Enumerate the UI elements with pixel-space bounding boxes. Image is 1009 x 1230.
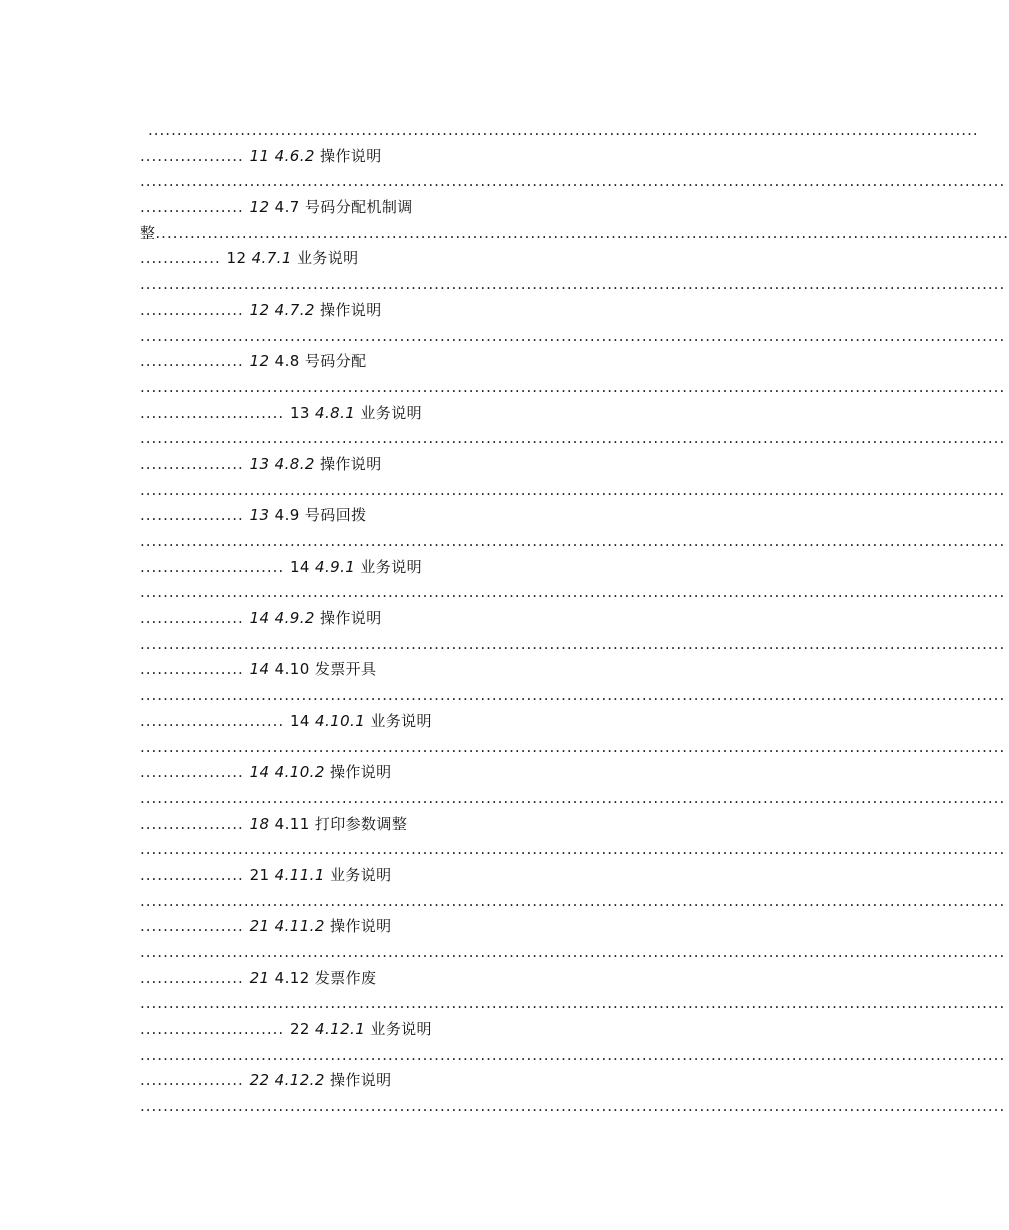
toc-entry[interactable] <box>140 401 808 427</box>
toc-section-number: 4.10.2 <box>274 763 325 782</box>
toc-leader-dots: ...................................................................................................................................................... <box>140 532 1006 550</box>
toc-leader-dots: ...................................................................................................................................................... <box>140 583 1006 602</box>
toc-leader-dots: .................. <box>140 763 250 782</box>
toc-entry[interactable] <box>140 812 808 838</box>
table-of-contents <box>140 118 1009 1120</box>
toc-leader-dots: ...................................................................................................................................................... <box>140 788 1006 807</box>
toc-leader-dots: .................. <box>140 865 250 884</box>
toc-leader-dots: .................. <box>140 968 250 987</box>
toc-page-number: 12 <box>226 249 247 268</box>
toc-section-title: 发票开具 <box>314 660 377 679</box>
toc-leader-line <box>140 991 1006 1017</box>
toc-leader-dots: .................. <box>140 660 250 679</box>
toc-section-title: 操作说明 <box>320 146 382 165</box>
toc-leader-line <box>140 478 1006 504</box>
toc-page-number: 14 <box>249 660 270 679</box>
toc-entry[interactable] <box>140 298 808 324</box>
toc-section-title: 操作说明 <box>329 917 392 936</box>
toc-entry[interactable] <box>140 863 808 889</box>
toc-entry[interactable] <box>140 195 808 221</box>
toc-leader-dots: .............. <box>140 249 227 268</box>
toc-entry[interactable] <box>140 452 808 478</box>
toc-section-number: 4.12 <box>274 968 310 987</box>
toc-entry[interactable] <box>140 709 808 735</box>
toc-section-title: 号码分配 <box>304 352 367 371</box>
toc-leader-dots: .................. <box>140 300 250 319</box>
toc-leader-line <box>140 683 1006 709</box>
toc-section-number: 4.8.1 <box>315 403 356 422</box>
toc-leader-dots: ...................................................................................................................................................... <box>140 172 1006 191</box>
toc-section-title: 业务说明 <box>370 711 432 730</box>
toc-leader-dots: .................. <box>140 609 250 628</box>
toc-page-number: 11 <box>249 146 270 165</box>
toc-entry[interactable] <box>140 246 808 272</box>
toc-entry[interactable] <box>140 966 808 992</box>
toc-section-title: 业务说明 <box>296 249 359 268</box>
toc-section-title: 打印参数调整 <box>314 814 408 833</box>
toc-leader-line <box>140 272 1006 298</box>
toc-leader-dots: .................. <box>140 198 250 217</box>
toc-section-number: 4.11 <box>274 814 310 833</box>
toc-page-number: 21 <box>249 968 270 987</box>
toc-leader-line <box>140 375 1006 401</box>
toc-leader-line <box>140 426 1006 452</box>
toc-page-number: 14 <box>249 763 270 782</box>
toc-section-number: 4.12.1 <box>315 1020 366 1039</box>
toc-entry[interactable] <box>140 760 808 786</box>
toc-section-number: 4.9.2 <box>274 609 315 628</box>
toc-leader-dots: ......................... <box>140 711 290 730</box>
toc-leader-dots: ...................................................................................................................................................... <box>140 634 1006 653</box>
toc-page-number: 13 <box>289 403 310 422</box>
toc-leader-dots: .................. <box>140 506 250 525</box>
toc-leader-dots: ...................................................................................................................................................... <box>140 891 1006 910</box>
toc-leader-line <box>140 221 1009 247</box>
toc-section-title: 操作说明 <box>320 609 382 628</box>
toc-entry[interactable] <box>140 657 808 683</box>
toc-leader-dots: ...................................................................................................................................................... <box>140 275 1006 294</box>
toc-section-title: 业务说明 <box>370 1020 432 1039</box>
toc-leader-line <box>140 529 1006 555</box>
toc-leader-line <box>140 735 1006 761</box>
toc-section-number: 4.8.2 <box>274 454 315 473</box>
toc-leader-line <box>140 837 1006 863</box>
toc-leader-dots: ...................................................................................................................................................... <box>140 1045 1006 1064</box>
toc-section-number: 4.7.2 <box>274 300 315 319</box>
toc-page-number: 12 <box>249 300 270 319</box>
toc-page-number: 13 <box>249 454 270 473</box>
toc-section-title: 业务说明 <box>360 557 422 576</box>
toc-section-title: 号码回拨 <box>304 506 367 525</box>
toc-leader-line <box>140 786 1006 812</box>
toc-leader-line <box>140 324 1006 350</box>
toc-section-title: 操作说明 <box>329 1071 392 1090</box>
toc-leader-dots: ...................................................................................................................................................... <box>140 994 1006 1013</box>
toc-leader-line <box>140 889 1006 915</box>
toc-entry[interactable] <box>140 503 808 529</box>
toc-page-number: 13 <box>249 506 270 525</box>
toc-leader-dots: ...................................................................................................................................................... <box>140 686 1006 705</box>
toc-leader-dots: ...................................................................................................................................................... <box>140 1097 1006 1116</box>
toc-page-number: 14 <box>289 557 310 576</box>
toc-leader-dots: .................. <box>140 454 250 473</box>
toc-section-number: 4.9.1 <box>315 557 356 576</box>
toc-section-number: 4.10 <box>274 660 310 679</box>
toc-section-title: 发票作废 <box>314 968 377 987</box>
toc-section-number: 4.7 <box>274 198 300 217</box>
toc-leader-dots: .................. <box>140 1071 250 1090</box>
toc-leader-dots: ................................................................................................................................................ <box>148 121 979 139</box>
toc-leader-dots: .................. <box>140 146 250 165</box>
toc-entry[interactable] <box>140 144 808 170</box>
toc-section-number: 4.12.2 <box>274 1071 325 1090</box>
toc-leader-dots: ...................................................................................................................................................... <box>140 943 1006 961</box>
toc-section-number: 4.9 <box>274 506 300 525</box>
toc-section-number: 4.11.1 <box>274 865 325 884</box>
toc-leader-line <box>140 118 979 144</box>
toc-entry[interactable] <box>140 1017 808 1043</box>
toc-section-number: 4.10.1 <box>315 711 366 730</box>
toc-leader-dots: ......................... <box>140 403 290 422</box>
toc-leader-line <box>140 940 1006 966</box>
toc-section-title: 操作说明 <box>320 454 382 473</box>
toc-section-title: 业务说明 <box>360 403 422 422</box>
toc-leader-dots: .................................................................................................................................................... <box>155 223 1009 242</box>
toc-leader-dots: ...................................................................................................................................................... <box>140 840 1006 859</box>
toc-leader-line <box>140 580 1006 606</box>
toc-section-number: 4.8 <box>274 352 300 371</box>
toc-leader-dots: .................. <box>140 814 250 833</box>
toc-entry[interactable] <box>140 349 808 375</box>
toc-page-number: 14 <box>289 711 310 730</box>
toc-entry[interactable] <box>140 606 808 632</box>
toc-section-title: 号码分配机制调 <box>304 198 413 217</box>
toc-leader-line <box>140 169 1006 195</box>
toc-leader-line <box>140 632 1006 658</box>
toc-page-number: 18 <box>249 814 270 833</box>
toc-page-number: 14 <box>249 609 270 628</box>
toc-leader-dots: ......................... <box>140 1020 290 1039</box>
toc-section-number: 4.6.2 <box>274 146 315 165</box>
toc-page-number: 12 <box>249 352 270 371</box>
toc-entry[interactable] <box>140 914 808 940</box>
toc-page-number: 22 <box>289 1020 310 1039</box>
toc-leader-dots: .................. <box>140 352 250 371</box>
toc-leader-dots: ......................... <box>140 557 290 576</box>
toc-leader-dots: ...................................................................................................................................................... <box>140 377 1006 396</box>
toc-page-number: 21 <box>249 865 270 884</box>
toc-wrapped-text: 整 <box>140 223 156 242</box>
toc-section-title: 业务说明 <box>329 865 392 884</box>
toc-leader-line <box>140 1043 1006 1069</box>
toc-page-number: 21 <box>249 917 270 936</box>
toc-leader-line <box>140 1094 1006 1120</box>
toc-leader-dots: ...................................................................................................................................................... <box>140 480 1006 499</box>
toc-leader-dots: ...................................................................................................................................................... <box>140 326 1006 345</box>
toc-leader-dots: ...................................................................................................................................................... <box>140 429 1006 448</box>
toc-leader-dots: ...................................................................................................................................................... <box>140 737 1006 756</box>
toc-entry[interactable] <box>140 1068 808 1094</box>
toc-page-number: 22 <box>249 1071 270 1090</box>
toc-section-number: 4.11.2 <box>274 917 325 936</box>
toc-section-number: 4.7.1 <box>251 249 292 268</box>
toc-entry[interactable] <box>140 555 808 581</box>
toc-section-title: 操作说明 <box>329 763 392 782</box>
toc-section-title: 操作说明 <box>320 300 382 319</box>
toc-leader-dots: .................. <box>140 917 250 936</box>
toc-page-number: 12 <box>249 198 270 217</box>
